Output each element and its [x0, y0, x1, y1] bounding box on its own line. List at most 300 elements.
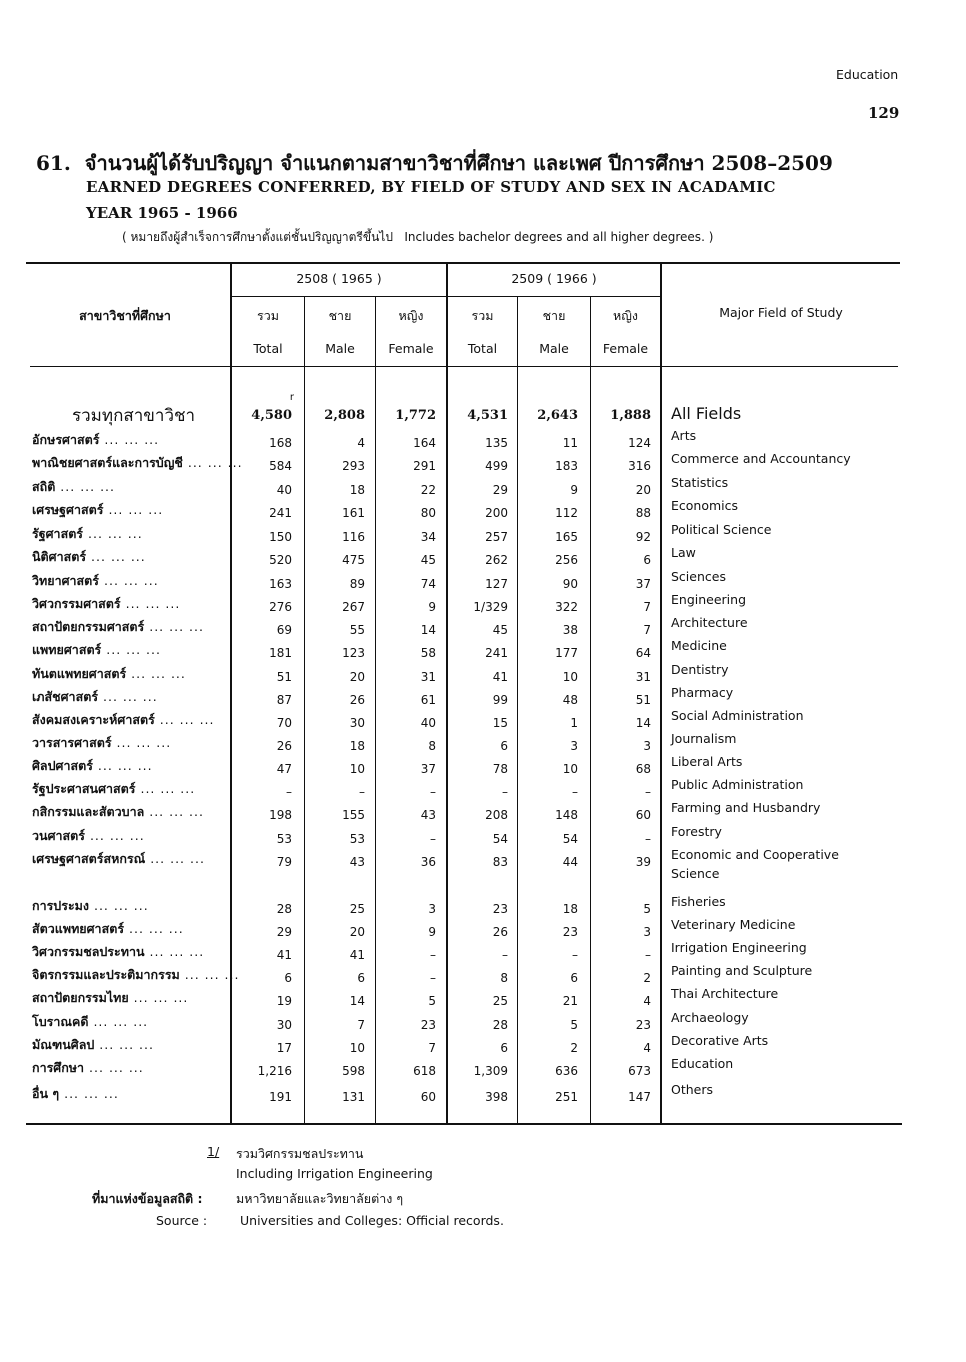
- table-cell: 475: [342, 553, 365, 567]
- header-male: Male: [539, 341, 569, 356]
- table-cell: 37: [635, 577, 651, 591]
- row-field-english: Archaeology: [671, 1010, 749, 1025]
- field-thai-label: กสิกรรมและสัตวบาล: [32, 804, 145, 819]
- field-thai-label: มัณฑนศิลป: [32, 1037, 95, 1052]
- table-cell: 293: [342, 459, 365, 473]
- table-cell: 161: [342, 506, 365, 520]
- table-cell: 598: [342, 1064, 365, 1078]
- table-cell: 38: [562, 623, 578, 637]
- row-field-thai: [32, 896, 149, 916]
- row-field-english: Liberal Arts: [671, 754, 743, 769]
- header-bottom-rule: [30, 366, 898, 367]
- leader-dots: ... ... ...: [89, 898, 149, 913]
- table-cell: 87: [276, 693, 292, 707]
- table-cell: 25: [492, 994, 508, 1008]
- leader-dots: ... ... ...: [59, 1086, 119, 1101]
- all-fields-english: All Fields: [671, 404, 742, 423]
- table-cell: 41: [492, 670, 508, 684]
- field-thai-label: สังคมสงเคราะห์ศาสตร์: [32, 712, 155, 727]
- table-cell: 14: [420, 623, 436, 637]
- row-field-thai: [32, 453, 243, 473]
- header-total: Total: [253, 341, 283, 356]
- field-thai-label: สถาปัตยกรรมศาสตร์: [32, 619, 145, 634]
- table-cell: 54: [492, 832, 508, 846]
- table-cell: 256: [555, 553, 578, 567]
- table-cell: 6: [570, 971, 578, 985]
- table-cell: 45: [420, 553, 436, 567]
- table-cell: 28: [276, 902, 292, 916]
- row-field-english: Political Science: [671, 522, 772, 537]
- table-cell: 10: [562, 670, 578, 684]
- row-field-english: Public Administration: [671, 777, 804, 792]
- table-cell: 18: [349, 483, 365, 497]
- table-cell: 3: [570, 739, 578, 753]
- header-total-thai: รวม: [471, 308, 494, 323]
- table-cell: 322: [555, 600, 578, 614]
- row-field-english: Engineering: [671, 592, 746, 607]
- table-cell: 99: [492, 693, 508, 707]
- table-cell: 181: [269, 646, 292, 660]
- table-cell: 31: [635, 670, 651, 684]
- table-cell: 6: [500, 739, 508, 753]
- row-field-english: Thai Architecture: [671, 986, 779, 1001]
- table-cell: 191: [269, 1090, 292, 1104]
- table-cell: 7: [357, 1018, 365, 1032]
- table-cell: 55: [349, 623, 365, 637]
- table-cell: –: [572, 785, 578, 799]
- leader-dots: ... ... ...: [92, 758, 153, 773]
- table-cell: 2: [570, 1041, 578, 1055]
- row-field-english: Economics: [671, 498, 739, 513]
- table-cell: 60: [635, 808, 651, 822]
- table-cell: 17: [276, 1041, 292, 1055]
- table-cell: 9: [570, 483, 578, 497]
- table-cell: 131: [342, 1090, 365, 1104]
- table-cell: 47: [276, 762, 292, 776]
- table-cell: 20: [635, 483, 651, 497]
- table-cell: 51: [276, 670, 292, 684]
- table-cell: 3: [428, 902, 436, 916]
- table-cell: 241: [269, 506, 292, 520]
- source-label-thai: ที่มาแห่งข้อมูลสถิติ :: [92, 1191, 203, 1206]
- row-field-thai: [32, 547, 146, 567]
- table-cell: –: [645, 832, 651, 846]
- field-thai-label: จิตรกรรมและประติมากรรม: [32, 967, 180, 982]
- header-field-thai: สาขาวิชาที่ศึกษา: [79, 308, 171, 323]
- row-field-thai: [32, 571, 159, 591]
- field-thai-label: สัตวแพทยศาสตร์: [32, 921, 125, 936]
- table-cell: 116: [342, 530, 365, 544]
- header-male: Male: [325, 341, 355, 356]
- row-field-thai: [32, 733, 171, 753]
- table-cell: 74: [420, 577, 436, 591]
- table-cell: 5: [428, 994, 436, 1008]
- table-cell: 22: [420, 483, 436, 497]
- table-cell: 30: [349, 716, 365, 730]
- row-field-english: Architecture: [671, 615, 748, 630]
- table-cell: –: [286, 785, 292, 799]
- leader-dots: ... ... ...: [154, 712, 215, 727]
- header-total-thai: รวม: [257, 308, 279, 323]
- table-cell: –: [430, 785, 436, 799]
- table-cell: 41: [349, 948, 365, 962]
- field-thai-label: วนศาสตร์: [32, 828, 85, 843]
- table-cell: 9: [428, 925, 436, 939]
- table-cell: 4: [643, 1041, 651, 1055]
- row-field-thai: [32, 826, 145, 846]
- row-field-thai: [32, 988, 188, 1008]
- header-male-thai: ชาย: [542, 308, 566, 323]
- leader-dots: ... ... ...: [84, 1060, 144, 1075]
- table-cell: 636: [555, 1064, 578, 1078]
- table-cell: 69: [276, 623, 292, 637]
- row-field-thai: [32, 500, 163, 520]
- table-cell: –: [502, 785, 508, 799]
- footnote-thai: รวมวิศกรรมชลประทาน: [236, 1146, 364, 1161]
- table-cell: 499: [485, 459, 508, 473]
- table-cell: 41: [276, 948, 292, 962]
- table-cell: 26: [349, 693, 365, 707]
- table-cell: 23: [492, 902, 508, 916]
- field-thai-label: วิศวกรรมศาสตร์: [32, 596, 121, 611]
- table-cell: 7: [428, 1041, 436, 1055]
- table-cell: 14: [349, 994, 365, 1008]
- field-thai-label: เศรษฐศาสตร์สหกรณ์: [32, 851, 146, 866]
- table-cell: 112: [555, 506, 578, 520]
- table-cell: 23: [420, 1018, 436, 1032]
- table-cell: 92: [635, 530, 651, 544]
- table-cell: 123: [342, 646, 365, 660]
- row-field-english: Law: [671, 545, 696, 560]
- revision-marker: r: [289, 392, 294, 403]
- table-cell: 29: [492, 483, 508, 497]
- row-field-english: Pharmacy: [671, 685, 734, 700]
- table-cell: 6: [284, 971, 292, 985]
- table-cell: 6: [500, 1041, 508, 1055]
- field-thai-label: ทันตแพทยศาสตร์: [32, 666, 127, 681]
- header-female-thai: หญิง: [398, 308, 424, 323]
- field-thai-label: แพทยศาสตร์: [32, 642, 102, 657]
- field-thai-label: นิติศาสตร์: [32, 549, 87, 564]
- table-cell: 40: [420, 716, 436, 730]
- table-cell: 10: [349, 762, 365, 776]
- total-cell: 4,531: [467, 408, 508, 423]
- table-cell: 44: [562, 855, 578, 869]
- row-field-english: Statistics: [671, 475, 729, 490]
- table-cell: 30: [276, 1018, 292, 1032]
- row-field-thai: [32, 524, 143, 544]
- table-cell: 148: [555, 808, 578, 822]
- table-cell: 26: [492, 925, 508, 939]
- table-cell: 1: [570, 716, 578, 730]
- table-cell: 9: [428, 600, 436, 614]
- table-cell: 177: [555, 646, 578, 660]
- total-cell: 2,643: [537, 408, 578, 423]
- field-thai-label: อื่น ๆ: [32, 1086, 60, 1101]
- row-field-thai: [32, 756, 153, 776]
- row-field-english: Painting and Sculpture: [671, 963, 813, 978]
- table-cell: 5: [643, 902, 651, 916]
- field-thai-label: รัฐศาสตร์: [32, 526, 84, 541]
- table-cell: 60: [420, 1090, 436, 1104]
- table-cell: 39: [635, 855, 651, 869]
- table-cell: 26: [276, 739, 292, 753]
- table-cell: 398: [485, 1090, 508, 1104]
- table-cell: 20: [349, 670, 365, 684]
- row-field-thai: [32, 477, 115, 497]
- footnote-marker: 1/: [207, 1144, 220, 1159]
- leader-dots: ... ... ...: [86, 549, 146, 564]
- field-thai-label: วิทยาศาสตร์: [32, 573, 100, 588]
- table-cell: 21: [562, 994, 578, 1008]
- table-cell: 64: [635, 646, 651, 660]
- table-cell: 45: [492, 623, 508, 637]
- table-title-english-1: EARNED DEGREES CONFERRED, BY FIELD OF STUDY AND SEX IN ACADAMIC: [86, 178, 776, 196]
- table-cell: 23: [635, 1018, 651, 1032]
- table-cell: 37: [420, 762, 436, 776]
- table-title-thai: [36, 147, 833, 179]
- table-cell: 48: [562, 693, 578, 707]
- table-cell: 150: [269, 530, 292, 544]
- leader-dots: ... ... ...: [99, 432, 160, 447]
- field-thai-label: การศึกษา: [32, 1060, 85, 1075]
- table-cell: –: [430, 832, 436, 846]
- table-cell: 61: [420, 693, 436, 707]
- table-cell: –: [645, 785, 651, 799]
- title-note: [122, 228, 713, 247]
- total-cell: 1,772: [395, 408, 436, 423]
- table-cell: 520: [269, 553, 292, 567]
- row-field-thai: [32, 965, 239, 985]
- row-field-thai: [32, 710, 215, 730]
- table-cell: 11: [562, 436, 578, 450]
- leader-dots: ... ... ...: [182, 455, 243, 470]
- leader-dots: ... ... ...: [103, 502, 164, 517]
- table-cell: 1,216: [257, 1064, 292, 1078]
- row-field-english: Veterinary Medicine: [671, 917, 796, 932]
- table-cell: 3: [643, 925, 651, 939]
- header-female: Female: [602, 341, 649, 356]
- table-cell: 8: [428, 739, 436, 753]
- table-cell: –: [502, 948, 508, 962]
- row-field-thai: [32, 1058, 144, 1078]
- leader-dots: ... ... ...: [126, 666, 186, 681]
- leader-dots: ... ... ...: [111, 735, 172, 750]
- table-cell: 208: [485, 808, 508, 822]
- table-cell: 164: [413, 436, 436, 450]
- field-thai-label: วารสารศาสตร์: [32, 735, 112, 750]
- field-thai-label: เศรษฐศาสตร์: [32, 502, 104, 517]
- table-cell: 90: [562, 577, 578, 591]
- header-year-1965: 2508 ( 1965 ): [296, 271, 382, 286]
- row-field-thai: [32, 640, 161, 660]
- leader-dots: ... ... ...: [99, 573, 159, 588]
- leader-dots: ... ... ...: [144, 619, 204, 634]
- row-field-thai: [32, 1084, 119, 1104]
- table-cell: 257: [485, 530, 508, 544]
- row-field-thai: [32, 849, 205, 869]
- table-cell: 40: [276, 483, 292, 497]
- row-field-thai: [32, 617, 204, 637]
- total-cell: 1,888: [610, 408, 651, 423]
- row-field-thai: [32, 1012, 148, 1032]
- leader-dots: ... ... ...: [135, 781, 196, 796]
- table-cell: 2: [643, 971, 651, 985]
- table-cell: 70: [276, 716, 292, 730]
- row-field-english: Farming and Husbandry: [671, 800, 821, 815]
- field-thai-label: เภสัชศาสตร์: [32, 689, 99, 704]
- table-cell: 23: [562, 925, 578, 939]
- table-cell: 53: [349, 832, 365, 846]
- table-cell: 28: [492, 1018, 508, 1032]
- leader-dots: ... ... ...: [84, 828, 145, 843]
- row-field-english: Fisheries: [671, 894, 726, 909]
- row-field-thai: [32, 1035, 154, 1055]
- table-cell: 183: [555, 459, 578, 473]
- leader-dots: ... ... ...: [83, 526, 143, 541]
- table-cell: 43: [349, 855, 365, 869]
- row-field-thai: [32, 779, 195, 799]
- table-cell: –: [645, 948, 651, 962]
- table-cell: 14: [635, 716, 651, 730]
- table-cell: 155: [342, 808, 365, 822]
- table-cell: 36: [420, 855, 436, 869]
- table-cell: 251: [555, 1090, 578, 1104]
- source-thai: มหาวิทยาลัยและวิทยาลัยต่าง ๆ: [236, 1191, 404, 1206]
- table-cell: 83: [492, 855, 508, 869]
- table-cell: 316: [628, 459, 651, 473]
- row-field-english: Medicine: [671, 638, 727, 653]
- field-thai-label: สถิติ: [32, 479, 56, 494]
- table-cell: –: [359, 785, 365, 799]
- source-label: Source :: [156, 1213, 208, 1228]
- table-cell: 78: [492, 762, 508, 776]
- row-field-english: Commerce and Accountancy: [671, 451, 851, 466]
- leader-dots: ... ... ...: [179, 967, 240, 982]
- field-thai-label: สถาปัตยกรรมไทย: [32, 990, 129, 1005]
- table-cell: 68: [635, 762, 651, 776]
- row-field-english: Social Administration: [671, 708, 804, 723]
- table-cell: 43: [420, 808, 436, 822]
- leader-dots: ... ... ...: [88, 1014, 149, 1029]
- table-cell: 4: [643, 994, 651, 1008]
- table-cell: 6: [357, 971, 365, 985]
- leader-dots: ... ... ...: [101, 642, 161, 657]
- row-field-thai: [32, 919, 184, 939]
- table-cell: 53: [276, 832, 292, 846]
- table-cell: 163: [269, 577, 292, 591]
- table-cell: 54: [562, 832, 578, 846]
- leader-dots: ... ... ...: [98, 689, 158, 704]
- table-cell: 89: [349, 577, 365, 591]
- section-label: Education: [836, 67, 899, 82]
- row-field-english: Forestry: [671, 824, 722, 839]
- total-cell: 2,808: [324, 408, 365, 423]
- leader-dots: ... ... ...: [94, 1037, 154, 1052]
- table-cell: 8: [500, 971, 508, 985]
- table-cell: 168: [269, 436, 292, 450]
- leader-dots: ... ... ...: [128, 990, 189, 1005]
- field-thai-label: วิศวกรรมชลประทาน: [32, 944, 145, 959]
- table-cell: 673: [628, 1064, 651, 1078]
- table-cell: 4: [357, 436, 365, 450]
- header-male-thai: ชาย: [328, 308, 352, 323]
- row-field-thai: [32, 942, 204, 962]
- header-female-thai: หญิง: [613, 308, 638, 323]
- table-cell: 262: [485, 553, 508, 567]
- leader-dots: ... ... ...: [144, 804, 204, 819]
- table-cell: –: [572, 948, 578, 962]
- table-cell: 18: [349, 739, 365, 753]
- table-cell: 147: [628, 1090, 651, 1104]
- table-cell: 80: [420, 506, 436, 520]
- header-field-english: Major Field of Study: [719, 305, 843, 320]
- table-cell: 200: [485, 506, 508, 520]
- row-field-thai: [32, 687, 158, 707]
- field-thai-label: อักษรศาสตร์: [32, 432, 100, 447]
- field-thai-label: ศิลปศาสตร์: [32, 758, 93, 773]
- all-fields-thai: รวมทุกสาขาวิชา: [72, 406, 196, 426]
- table-cell: 291: [413, 459, 436, 473]
- table-cell: 34: [420, 530, 436, 544]
- row-field-english: Arts: [671, 428, 697, 443]
- table-cell: 165: [555, 530, 578, 544]
- table-cell: 20: [349, 925, 365, 939]
- row-field-thai: [32, 430, 159, 450]
- table-cell: 198: [269, 808, 292, 822]
- table-cell: 267: [342, 600, 365, 614]
- leader-dots: ... ... ...: [124, 921, 184, 936]
- title-thai-text: จำนวนผู้ได้รับปริญญา จำแนกตามสาขาวิชาที่ศึกษา และเพศ ปีการศึกษา 2508–2509: [84, 151, 833, 175]
- page-number: 129: [868, 104, 900, 122]
- table-cell: 15: [492, 716, 508, 730]
- table-cell: 5: [570, 1018, 578, 1032]
- row-field-english-continued: Science: [671, 866, 720, 881]
- table-number: 61.: [36, 151, 71, 175]
- table-cell: 7: [643, 623, 651, 637]
- row-field-english: Dentistry: [671, 662, 729, 677]
- table-cell: 127: [485, 577, 508, 591]
- table-cell: 1,309: [473, 1064, 508, 1078]
- footnote-english: Including Irrigation Engineering: [236, 1166, 433, 1181]
- row-field-english: Others: [671, 1082, 714, 1097]
- field-thai-label: พาณิชยศาสตร์และการบัญชี: [32, 455, 183, 470]
- table-cell: 88: [635, 506, 651, 520]
- table-cell: 58: [420, 646, 436, 660]
- table-bottom-rule: [26, 1123, 902, 1125]
- table-cell: 51: [635, 693, 651, 707]
- row-field-thai: [32, 664, 186, 684]
- row-field-english: Education: [671, 1056, 734, 1071]
- table-cell: 1/329: [473, 600, 508, 614]
- row-field-english: Irrigation Engineering: [671, 940, 807, 955]
- note-english: Includes bachelor degrees and all higher degrees. ): [404, 230, 714, 244]
- leader-dots: ... ... ...: [144, 944, 205, 959]
- table-cell: 10: [349, 1041, 365, 1055]
- source-english: Universities and Colleges: Official records.: [240, 1213, 504, 1228]
- table-cell: 7: [643, 600, 651, 614]
- table-cell: 241: [485, 646, 508, 660]
- leader-dots: ... ... ...: [55, 479, 116, 494]
- header-total: Total: [467, 341, 498, 356]
- table-cell: 584: [269, 459, 292, 473]
- table-title-english-2: YEAR 1965 - 1966: [86, 204, 238, 222]
- row-field-english: Decorative Arts: [671, 1033, 769, 1048]
- note-thai: ( หมายถึงผู้สำเร็จการศึกษาตั้งแต่ชั้นปริญญาตรีขึ้นไป: [122, 230, 393, 244]
- row-field-english: Journalism: [671, 731, 737, 746]
- table-cell: 18: [562, 902, 578, 916]
- table-cell: 19: [276, 994, 292, 1008]
